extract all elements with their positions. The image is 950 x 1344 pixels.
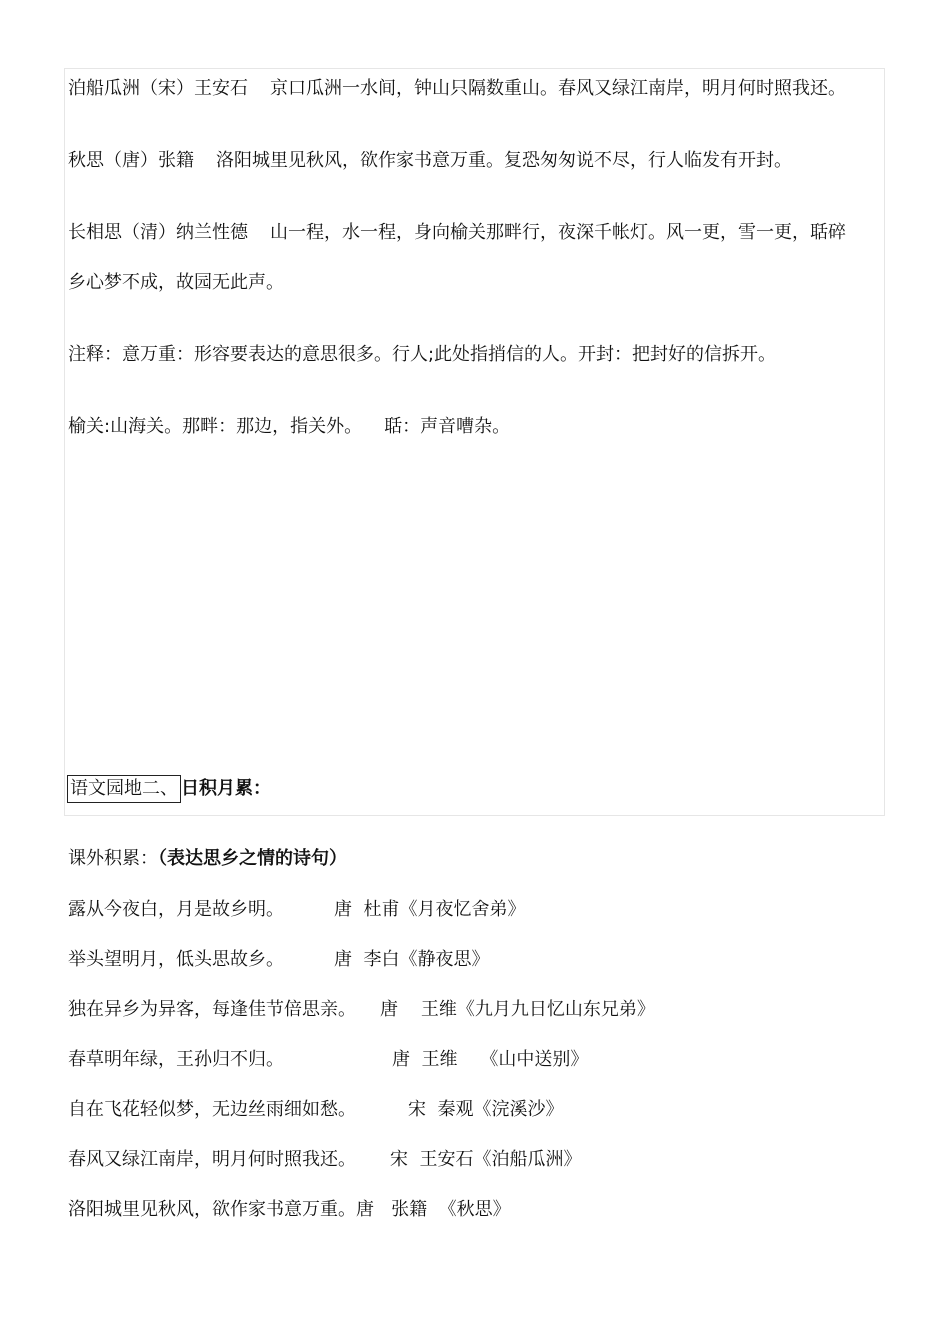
verse-text: 春风又绿江南岸，明月何时照我还。 (68, 1149, 356, 1170)
notes-text: 聒：声音嘈杂。 (384, 416, 511, 437)
verse-source: 唐 张籍 《秋思》 (356, 1199, 511, 1220)
notes-text: 榆关:山海关。那畔：那边，指关外。 (68, 416, 363, 437)
verse-item (68, 1197, 511, 1223)
verse-item (68, 1147, 581, 1173)
poem-line (68, 148, 792, 174)
section-label: 语文园地二、 (67, 775, 181, 803)
verse-item (68, 897, 525, 923)
verse-source: 唐 王维 《山中送别》 (392, 1049, 589, 1070)
poem-text: 洛阳城里见秋风，欲作家书意万重。复恐匆匆说不尽，行人临发有开封。 (216, 150, 792, 171)
verse-text: 露从今夜白，月是故乡明。 (68, 899, 284, 920)
verse-source: 唐 王维《九月九日忆山东兄弟》 (380, 999, 655, 1020)
section-heading (68, 775, 271, 803)
extra-heading (68, 846, 347, 872)
poem-title: 秋思（唐）张籍 (68, 150, 194, 171)
verse-text: 洛阳城里见秋风，欲作家书意万重。 (68, 1199, 356, 1220)
verse-item (68, 997, 655, 1023)
poem-line (68, 76, 846, 102)
poem-text: 京口瓜洲一水间，钟山只隔数重山。春风又绿江南岸，明月何时照我还。 (270, 78, 846, 99)
poem-text-continued: 乡心梦不成，故园无此声。 (68, 272, 284, 293)
extra-label-bold: （表达思乡之情的诗句） (158, 848, 347, 869)
verse-source: 宋 王安石《泊船瓜洲》 (390, 1149, 582, 1170)
verse-item (68, 947, 489, 973)
poem-title: 长相思（清）纳兰性德 (68, 222, 248, 243)
verse-source: 宋 秦观《浣溪沙》 (408, 1099, 564, 1120)
extra-label: 课外积累： (68, 848, 158, 869)
notes-line: 注释：意万重：形容要表达的意思很多。行人;此处指捎信的人。开封：把封好的信拆开。 (68, 344, 777, 365)
verse-text: 春草明年绿，王孙归不归。 (68, 1049, 284, 1070)
verse-text: 举头望明月，低头思故乡。 (68, 949, 284, 970)
verse-item (68, 1047, 588, 1073)
section-title: 日积月累： (181, 778, 271, 799)
notes-line (68, 414, 510, 440)
verse-text: 自在飞花轻似梦，无边丝雨细如愁。 (68, 1099, 356, 1120)
verse-source: 唐 杜甫《月夜忆舍弟》 (334, 899, 526, 920)
verse-text: 独在异乡为异客，每逢佳节倍思亲。 (68, 999, 356, 1020)
verse-item (68, 1097, 563, 1123)
verse-source: 唐 李白《静夜思》 (334, 949, 490, 970)
poem-text: 山一程，水一程，身向榆关那畔行，夜深千帐灯。风一更，雪一更，聒碎 (270, 222, 846, 243)
poem-line (68, 220, 846, 246)
poem-frame (64, 68, 885, 816)
poem-title: 泊船瓜洲（宋）王安石 (68, 78, 248, 99)
